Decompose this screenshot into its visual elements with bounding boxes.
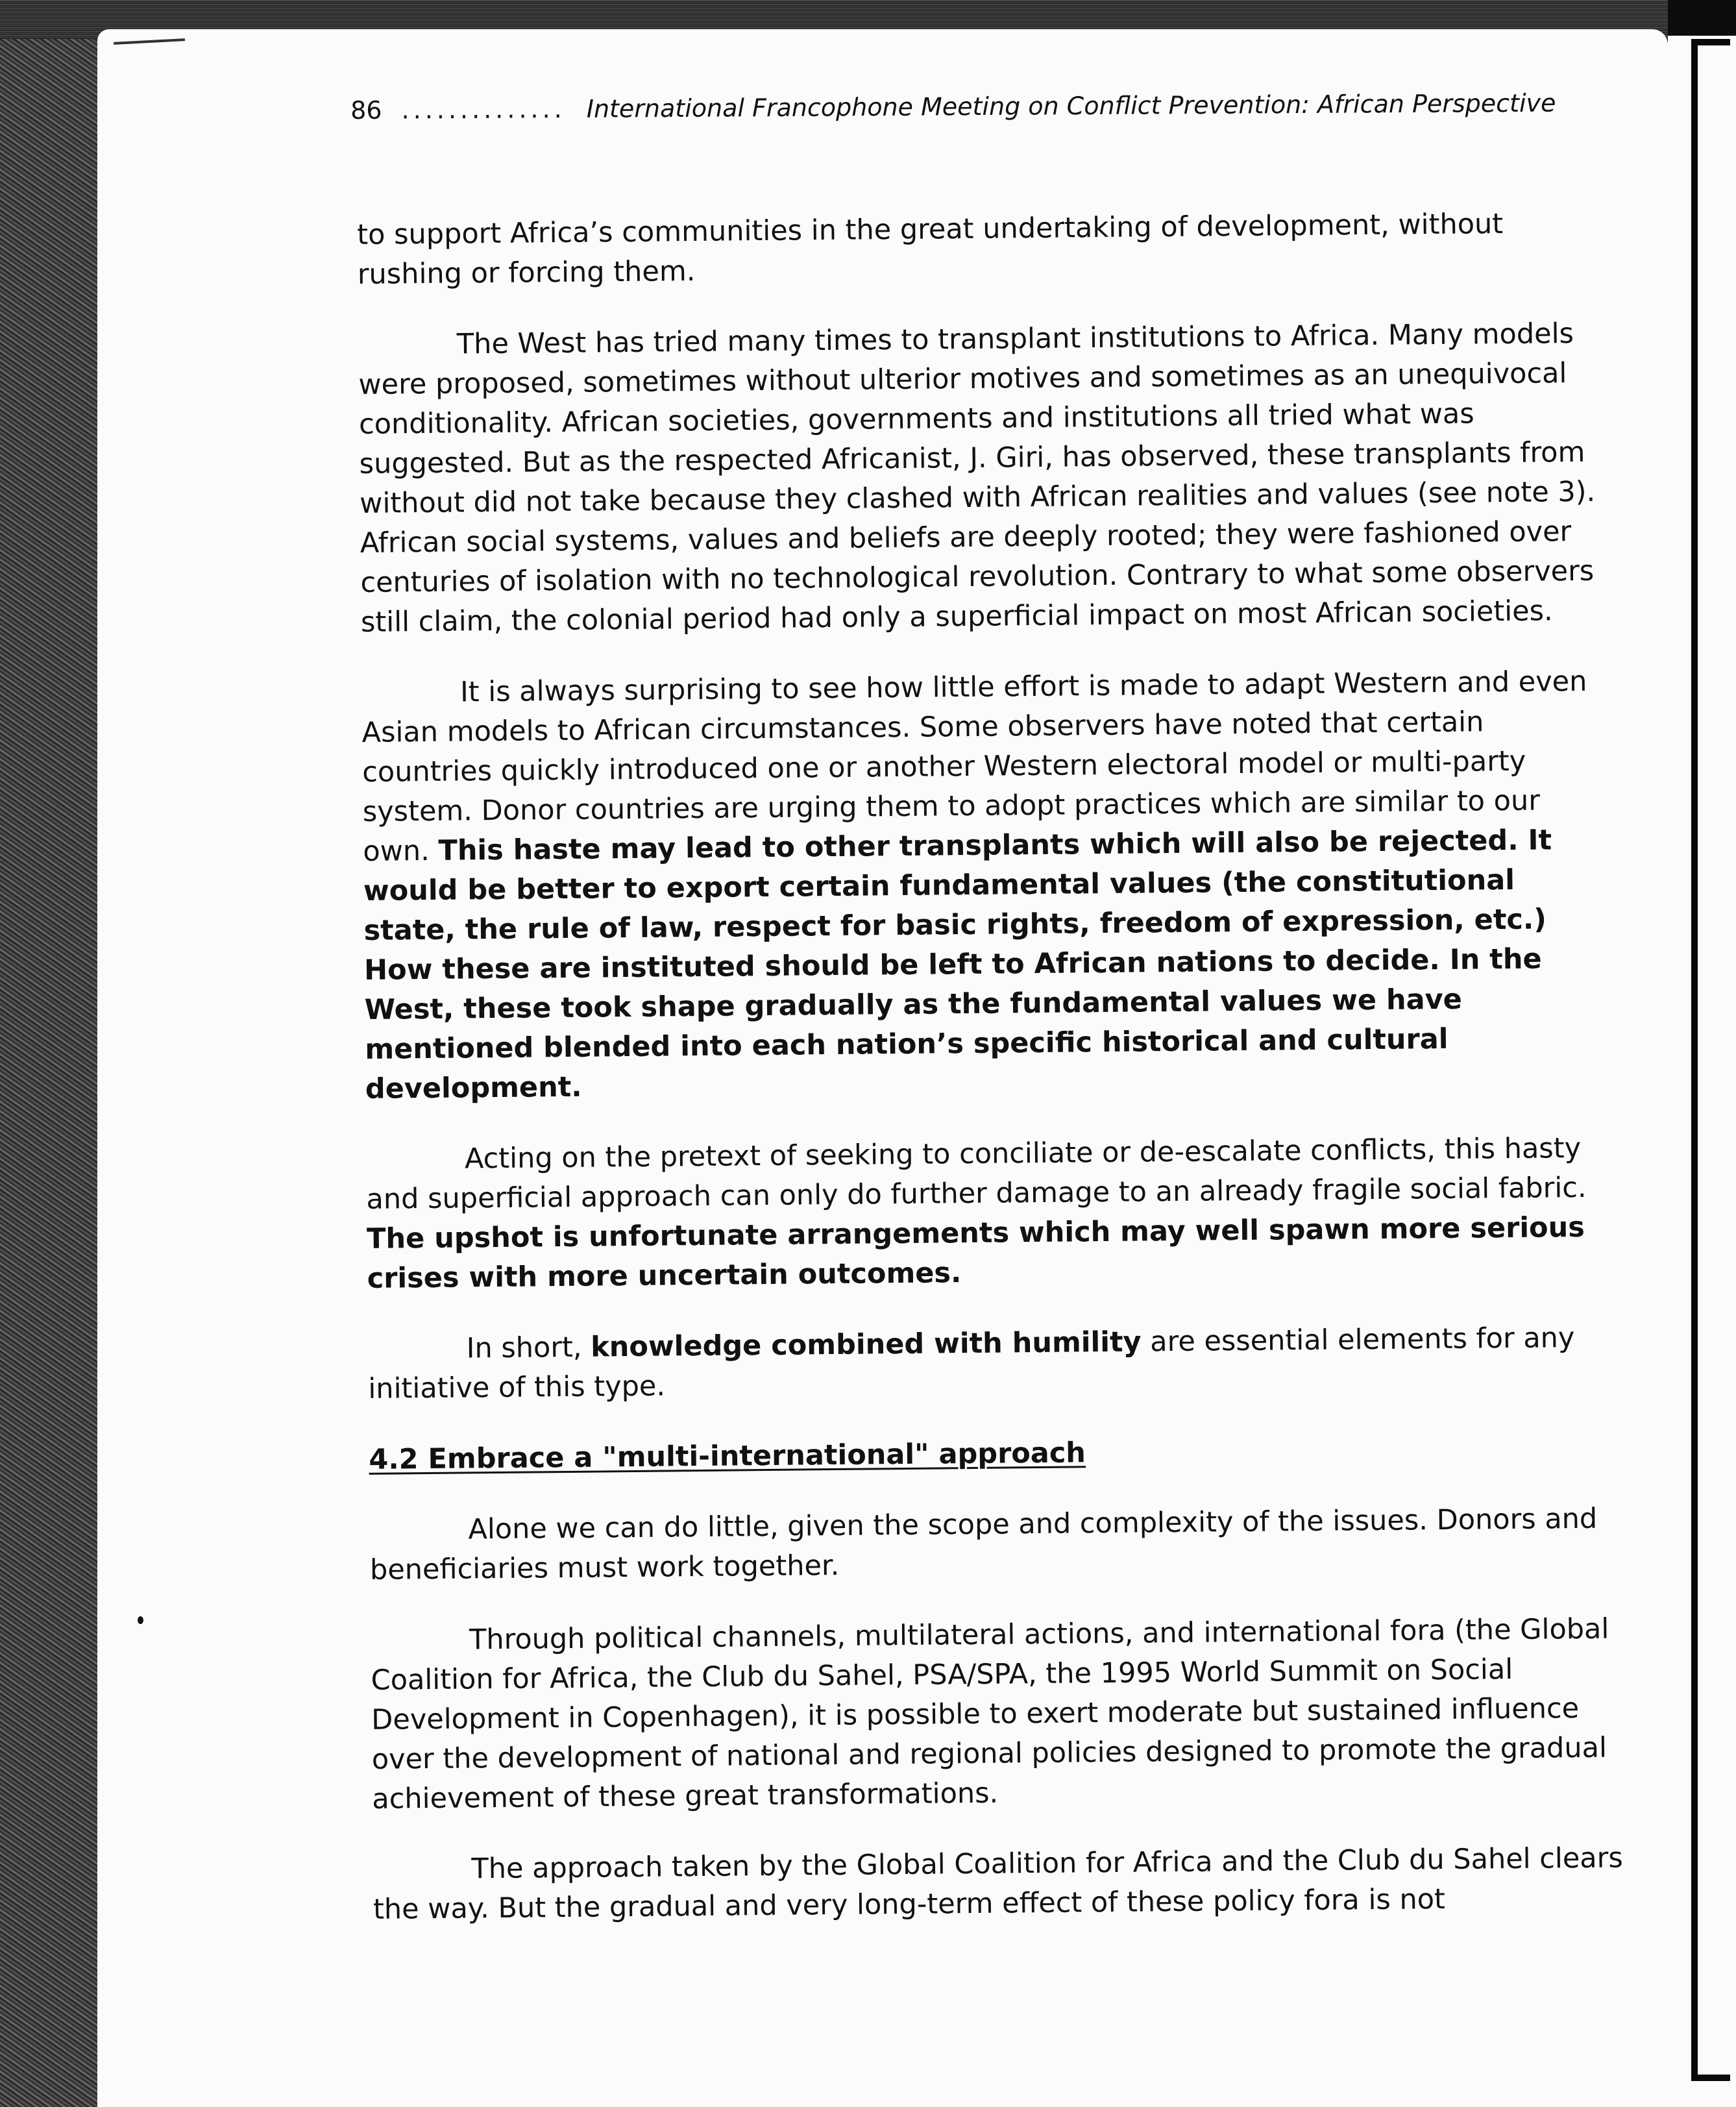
document-body [357,203,1626,1960]
paragraph-2: The West has tried many times to transplant institutions to Africa. Many models were proposed, sometimes without ulterior motives and sometimes as an unequivocal conditionality. African societies, governments and institutions all tried what was suggested. But as the respected Africanist, J. Giri, has observed, these transplants from without did not take because they clashed with African realities and values (see note 3). African social systems, values and beliefs are deeply rooted; they were fashioned over centuries of isolation with no technological revolution. Contrary to what some observers still claim, the colonial period had only a superficial impact on most African societies. [358,317,1596,639]
paragraph-1: to support Africa’s communities in the great undertaking of development, without rushing or forcing them. [357,208,1504,291]
paragraph-3-text: It is always surprising to see how little effort is made to adapt Western and even Asian models to African circumstances. Some observers have noted that certain countries quickly introduced one or another Western electoral model or multi-party system. Donor countries are urging them to adopt practices which are similar to our own. [361,665,1587,868]
paragraph-5-post: are essential elements for any initiative of this type. [368,1322,1575,1405]
paragraph-7: Through political channels, multilateral actions, and international fora (the Global Coalition for Africa, the Club du Sahel, PSA/SPA, the 1995 World Summit on Social Development in Copenhagen), it is possible to exert moderate but sustained influence over the development of national and regional policies designed to promote the gradual achievement of these great transformations. [371,1612,1609,1816]
paragraph-3 [361,661,1618,1109]
page-edge-bar [1691,41,1698,2079]
paragraph-4-text: Acting on the pretext of seeking to conciliate or de-escalate conflicts, this hasty and superficial approach can only do further damage to an already fragile social fabric. [366,1131,1587,1216]
paragraph-4 [366,1128,1620,1299]
page-edge-bar-bottom [1691,2075,1730,2081]
page-edge-right [1668,36,1736,2107]
section-heading: 4.2 Embrace a "multi-international" approach [369,1436,1086,1476]
paragraph-6: Alone we can do little, given the scope and complexity of the issues. Donors and beneficiaries must work together. [369,1502,1598,1586]
paragraph-5 [367,1318,1620,1409]
running-header [350,88,1609,142]
scan-border-left [0,0,110,2107]
page-number: 86 [350,95,382,125]
header-title: International Francophone Meeting on Conflict Prevention: African Perspective [586,88,1556,123]
paragraph-3-bold: This haste may lead to other transplants which will also be rejected. It would be better to export certain fundamental values (the constitutional state, the rule of law, respect for basic rights, freedom of expression, etc.) How these are instituted should be left to African nations to decide. In the West, these took shape gradually as the fundamental values we have mentioned blended into each nation’s specific historical and cultural development. [363,824,1552,1105]
header-dot-leader: .............. [401,94,566,125]
margin-speck [138,1616,143,1624]
paragraph-5-pre: In short, [466,1331,591,1365]
paragraph-5-bold: knowledge combined with humility [590,1325,1142,1364]
paragraph-4-bold: The upshot is unfortunate arrangements which may well spawn more serious crises with more uncertain outcomes. [366,1211,1585,1295]
paragraph-8: The approach taken by the Global Coalition for Africa and the Club du Sahel clears the way. But the gradual and very long-term effect of these policy fora is not [373,1842,1623,1926]
